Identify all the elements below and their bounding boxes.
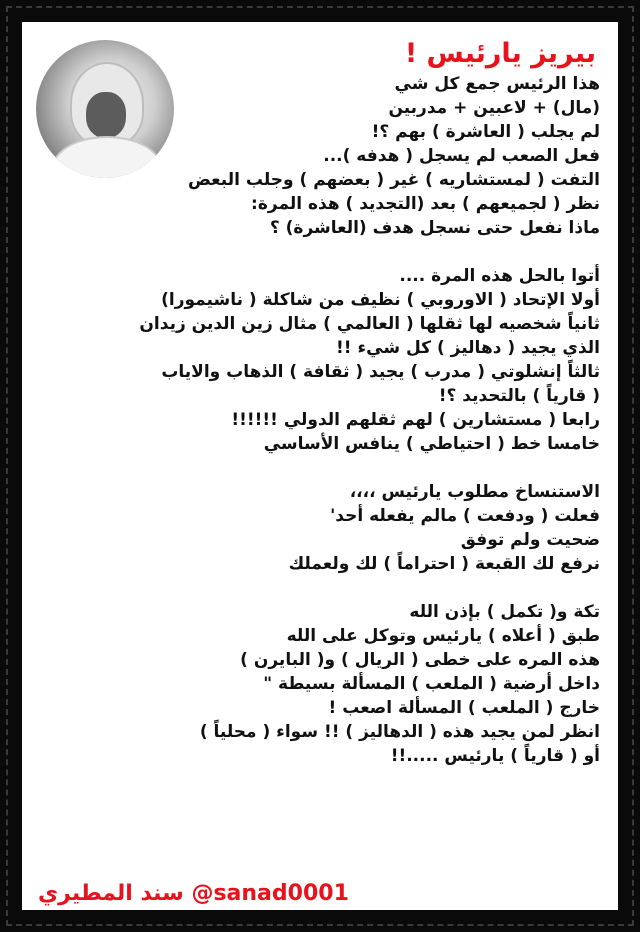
text-line: الذي يجيد ( دهاليز ) كل شيء !! xyxy=(336,338,600,358)
text-line: فعل الصعب لم يسجل ( هدفه )... xyxy=(323,146,600,166)
paragraph-gap xyxy=(40,576,600,600)
text-line: ثالثاً إنشلوتي ( مدرب ) يجيد ( ثقافة ) الذهاب والاياب xyxy=(161,362,600,382)
text-line: (مال) + لاعبين + مدربين xyxy=(388,98,600,118)
text-line: نظر ( لجميعهم ) بعد (التجديد ) هذه المرة: xyxy=(251,194,600,214)
text-line: أتوا بالحل هذه المرة .... xyxy=(399,266,600,286)
paragraph xyxy=(40,600,600,768)
paragraph-gap xyxy=(40,456,600,480)
text-line: ثانياً شخصيه لها ثقلها ( العالمي ) مثال زين الدين زيدان xyxy=(139,314,600,334)
text-line: أولا الإتحاد ( الاوروبي ) نظيف من شاكلة ( ناشيمورا) xyxy=(161,290,600,310)
text-line: لم يجلب ( العاشرة ) بهم ؟! xyxy=(371,122,600,142)
text-line: التفت ( لمستشاريه ) غير ( بعضهم ) وجلب البعض xyxy=(187,170,600,190)
paragraph-gap xyxy=(40,240,600,264)
text-line: ضحيت ولم توفق xyxy=(460,530,600,550)
text-line: ماذا نفعل حتى نسجل هدف (العاشرة) ؟ xyxy=(269,218,600,238)
text-line: رابعا ( مستشارين ) لهم ثقلهم الدولي !!!!!! xyxy=(231,410,600,430)
text-line: خامسا خط ( احتياطي ) ينافس الأساسي xyxy=(263,434,600,454)
text-line: هذه المره على خطى ( الريال ) و( البايرن ) xyxy=(240,650,600,670)
article-body xyxy=(40,72,600,768)
article-paper xyxy=(22,22,618,910)
paragraph xyxy=(40,264,600,456)
text-line: فعلت ( ودفعت ) مالم يفعله أحد' xyxy=(330,506,600,526)
author-signature: سند المطيري @sanad0001 xyxy=(38,881,349,906)
text-line: نرفع لك القبعة ( احتراماً ) لك ولعملك xyxy=(288,554,600,574)
text-line: أو ( قارياً ) يارئيس .....!! xyxy=(390,746,600,766)
text-line: طبق ( أعلاه ) يارئيس وتوكل على الله xyxy=(286,626,600,646)
text-line: داخل أرضية ( الملعب ) المسألة بسيطة " xyxy=(263,674,600,694)
text-line: تكة و( تكمل ) بإذن الله xyxy=(409,602,600,622)
paragraph xyxy=(40,480,600,576)
text-line: خارج ( الملعب ) المسألة اصعب ! xyxy=(328,698,600,718)
text-line: ( قارياً ) بالتحديد ؟! xyxy=(438,386,600,406)
text-line: الاستنساخ مطلوب يارئيس ،،،، xyxy=(349,482,600,502)
text-line: انظر لمن يجيد هذه ( الدهاليز ) !! سواء ( محلياً ) xyxy=(199,722,600,742)
paragraph xyxy=(40,72,600,240)
text-line: هذا الرئيس جمع كل شي xyxy=(394,74,600,94)
article-title: بيريز يارئيس ! xyxy=(404,38,596,69)
